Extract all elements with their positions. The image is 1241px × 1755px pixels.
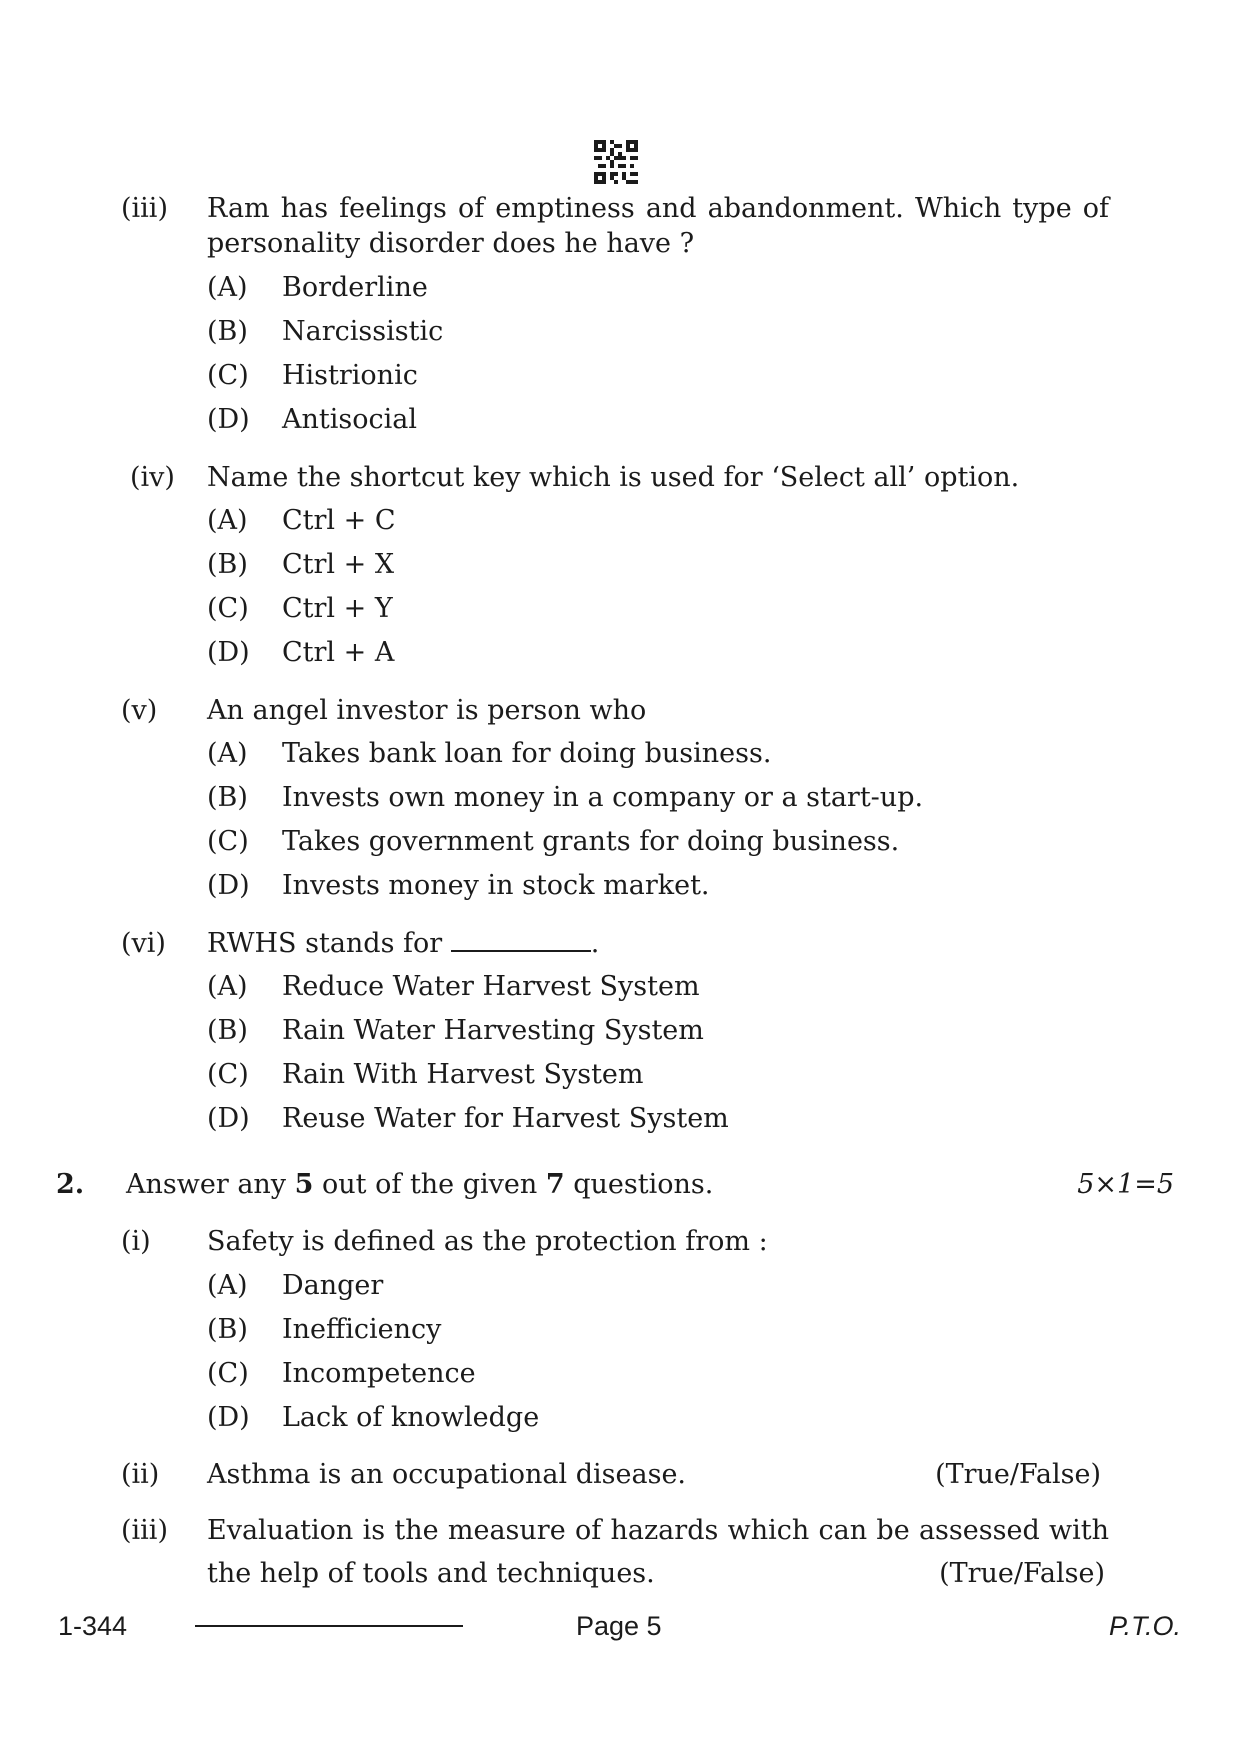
page-number: Page 5 [576, 1611, 662, 1641]
question-text-end: . [590, 928, 600, 959]
option-text: Narcissistic [282, 316, 444, 347]
option-letter: (D) [207, 1402, 250, 1433]
option-text: Reuse Water for Harvest System [282, 1103, 729, 1134]
true-false-marker: (True/False) [939, 1558, 1105, 1589]
option-text: Inefficiency [282, 1314, 442, 1345]
question-text-continued: the help of tools and techniques. [207, 1558, 655, 1589]
question-text: Safety is defined as the protection from : [207, 1226, 768, 1257]
option-letter: (A) [207, 505, 248, 536]
option-text: Ctrl + Y [282, 593, 393, 624]
option-text: Takes government grants for doing business. [282, 826, 900, 857]
option-text: Danger [282, 1270, 384, 1301]
option-text: Ctrl + X [282, 549, 395, 580]
option-letter: (A) [207, 1270, 248, 1301]
option-text: Invests own money in a company or a start-up. [282, 782, 924, 813]
true-false-marker: (True/False) [935, 1459, 1101, 1490]
question-text-continued: personality disorder does he have ? [207, 228, 695, 259]
instruction-count: 5 [294, 1169, 314, 1200]
option-letter: (A) [207, 738, 248, 769]
option-letter: (D) [207, 870, 250, 901]
option-letter: (B) [207, 549, 248, 580]
option-text: Incompetence [282, 1358, 476, 1389]
question-number: (iv) [130, 462, 175, 493]
question-text-stem: RWHS stands for [207, 928, 443, 959]
question-instruction [126, 1167, 713, 1203]
option-text: Takes bank loan for doing business. [282, 738, 772, 769]
option-letter: (D) [207, 637, 250, 668]
option-letter: (B) [207, 782, 248, 813]
marks-allocation: 5×1=5 [1077, 1169, 1174, 1200]
question-number: (iii) [121, 1515, 168, 1546]
question-text: Evaluation is the measure of hazards which can be assessed with [207, 1515, 1109, 1546]
footer-divider [195, 1625, 463, 1627]
instruction-count: 7 [545, 1169, 565, 1200]
question-text: Ram has feelings of emptiness and abandonment. Which type of [207, 193, 1109, 224]
option-text: Borderline [282, 272, 428, 303]
question-text: Name the shortcut key which is used for ‘Select all’ option. [207, 462, 1020, 493]
qr-code-icon [594, 140, 638, 184]
instruction-text: Answer any [126, 1169, 295, 1200]
option-letter: (C) [207, 1358, 249, 1389]
question-number: (i) [121, 1226, 151, 1257]
option-text: Antisocial [282, 404, 417, 435]
option-text: Rain Water Harvesting System [282, 1015, 704, 1046]
please-turn-over: P.T.O. [1108, 1611, 1181, 1641]
option-letter: (A) [207, 971, 248, 1002]
question-number: (ii) [121, 1459, 160, 1490]
instruction-text: out of the given [313, 1169, 546, 1200]
option-letter: (C) [207, 360, 249, 391]
question-text [207, 926, 599, 962]
option-text: Histrionic [282, 360, 418, 391]
option-letter: (D) [207, 404, 250, 435]
question-number: (vi) [121, 928, 166, 959]
fill-in-blank [451, 928, 591, 952]
instruction-text: questions. [564, 1169, 714, 1200]
option-letter: (C) [207, 1059, 249, 1090]
option-letter: (B) [207, 1314, 248, 1345]
option-letter: (B) [207, 316, 248, 347]
option-letter: (B) [207, 1015, 248, 1046]
paper-code: 1-344 [58, 1611, 128, 1641]
option-text: Reduce Water Harvest System [282, 971, 700, 1002]
option-text: Ctrl + C [282, 505, 396, 536]
option-text: Rain With Harvest System [282, 1059, 644, 1090]
option-text: Invests money in stock market. [282, 870, 710, 901]
question-number: (v) [121, 695, 158, 726]
option-text: Ctrl + A [282, 637, 395, 668]
option-letter: (A) [207, 272, 248, 303]
question-number: (iii) [121, 193, 168, 224]
option-letter: (D) [207, 1103, 250, 1134]
option-text: Lack of knowledge [282, 1402, 540, 1433]
option-letter: (C) [207, 593, 249, 624]
question-text: An angel investor is person who [207, 695, 647, 726]
question-text: Asthma is an occupational disease. [207, 1459, 686, 1490]
option-letter: (C) [207, 826, 249, 857]
question-number: 2. [56, 1169, 85, 1200]
